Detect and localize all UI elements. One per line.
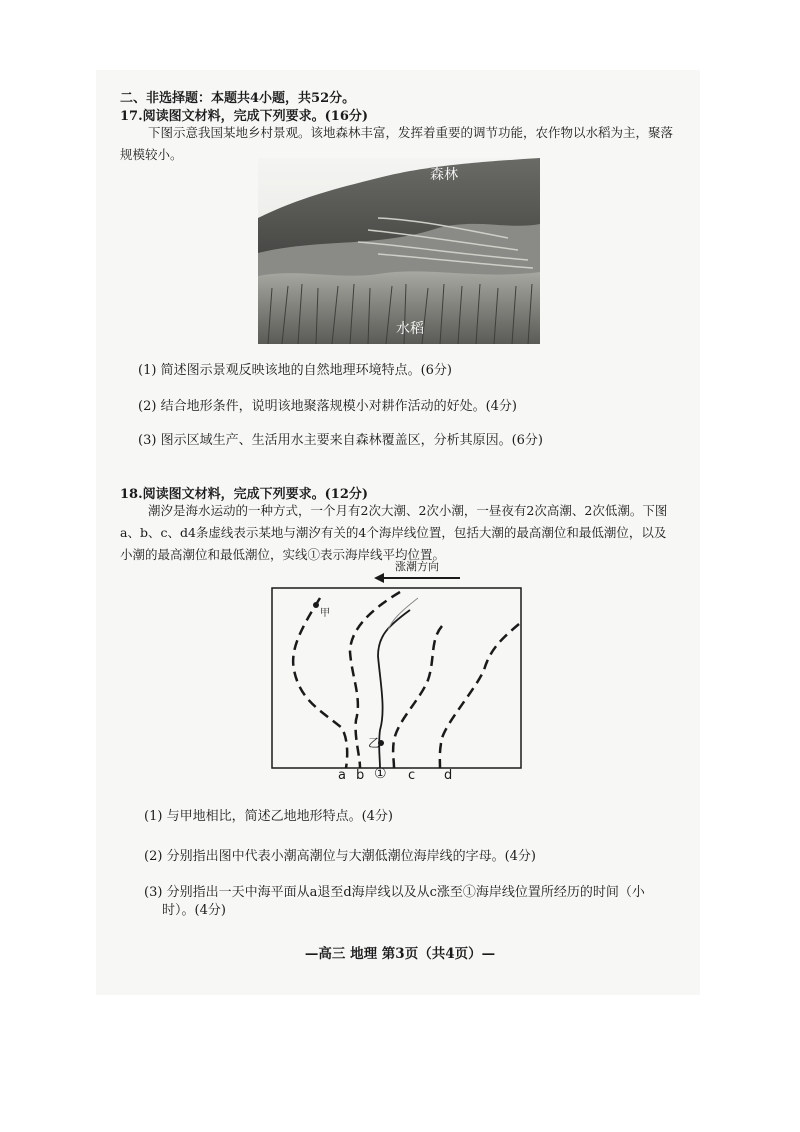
question-number: (3) xyxy=(144,885,163,900)
question-number: (3) xyxy=(138,433,157,448)
q18-question-2 xyxy=(144,848,536,866)
q17-question-2 xyxy=(138,398,517,416)
coastline-label-d: d xyxy=(444,768,453,783)
page-footer: —高三 地理 第3页（共4页）— xyxy=(304,946,496,962)
q17-question-1 xyxy=(138,362,452,380)
coastline-label-b: b xyxy=(356,768,365,783)
q17-title: 17.阅读图文材料，完成下列要求。(16分) xyxy=(120,109,369,124)
question-text: 结合地形条件，说明该地聚落规模小对耕作活动的好处。(4分) xyxy=(160,399,517,414)
village-landscape-photo xyxy=(258,158,540,344)
question-text: 与甲地相比，简述乙地地形特点。(4分) xyxy=(166,809,393,824)
question-text: 分别指出图中代表小潮高潮位与大潮低潮位海岸线的字母。(4分) xyxy=(166,849,536,864)
coastline-label-mean: ① xyxy=(374,766,387,782)
q18-title: 18.阅读图文材料，完成下列要求。(12分) xyxy=(120,487,369,502)
q17-question-3 xyxy=(138,432,543,450)
q18-question-1 xyxy=(144,808,393,826)
q18-question-3-cont: 时）。(4分) xyxy=(162,903,226,918)
q17-intro: 下图示意我国某地乡村景观。该地森林丰富，发挥着重要的调节功能，农作物以水稻为主，聚落规模较小。 xyxy=(120,125,674,162)
photo-label-forest: 森林 xyxy=(430,167,458,183)
question-number: (1) xyxy=(144,809,163,824)
q18-intro: 潮汐是海水运动的一种方式，一个月有2次大潮、2次小潮，一昼夜有2次高潮、2次低潮。下图a、b、c、d4条虚线表示某地与潮汐有关的4个海岸线位置，包括大潮的最高潮位和最低潮位，以及小潮的最高潮位和最低潮位，实线①表示海岸线平均位置。 xyxy=(120,503,668,562)
photo-label-rice: 水稻 xyxy=(396,321,424,337)
question-text: 分别指出一天中海平面从a退至d海岸线以及从c涨至①海岸线位置所经历的时间（小 xyxy=(166,885,645,900)
tide-coastline-diagram xyxy=(270,560,525,786)
tide-direction-label: 涨潮方向 xyxy=(395,560,439,573)
coastline-label-a: a xyxy=(338,768,346,783)
question-text: 简述图示景观反映该地的自然地理环境特点。(6分) xyxy=(160,363,452,378)
question-number: (2) xyxy=(144,849,163,864)
question-number: (2) xyxy=(138,399,157,414)
point-jia-label: 甲 xyxy=(320,608,330,619)
section-header: 二、非选择题：本题共4小题，共52分。 xyxy=(120,91,356,106)
question-number: (1) xyxy=(138,363,157,378)
coastline-label-c: c xyxy=(408,768,416,783)
question-text: 图示区域生产、生活用水主要来自森林覆盖区，分析其原因。(6分) xyxy=(160,433,543,448)
point-yi-label: 乙 xyxy=(368,736,381,750)
q18-question-3 xyxy=(144,884,645,902)
